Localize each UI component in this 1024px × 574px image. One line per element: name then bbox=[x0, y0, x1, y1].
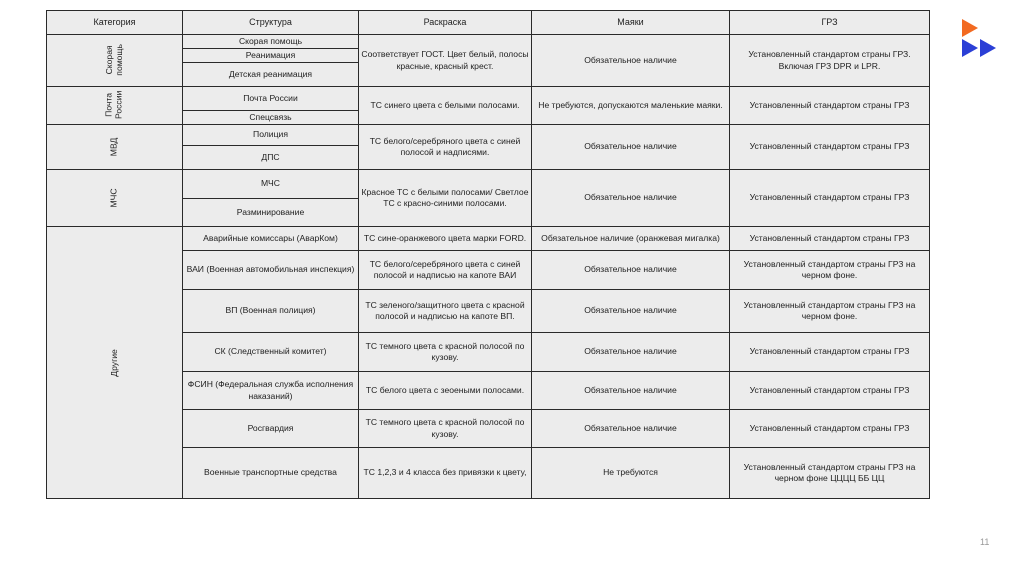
coloring-cell: Красное ТС с белыми полосами/ Светлое ТС с красно-синими полосами. bbox=[359, 170, 532, 227]
structure-cell: Почта России bbox=[183, 87, 359, 111]
plates-cell: Установленный стандартом страны ГРЗ bbox=[730, 125, 930, 170]
beacons-cell: Не требуются, допускаются маленькие маяки. bbox=[532, 87, 730, 125]
header-structure: Структура bbox=[183, 11, 359, 35]
structure-cell: Аварийные комиссары (АварКом) bbox=[183, 227, 359, 251]
beacons-cell: Обязательное наличие bbox=[532, 410, 730, 448]
table-row bbox=[47, 125, 930, 146]
beacons-cell: Обязательное наличие bbox=[532, 333, 730, 372]
structure-cell: ФСИН (Федеральная служба исполнения наказаний) bbox=[183, 372, 359, 410]
category-cell bbox=[47, 125, 183, 170]
coloring-cell: ТС зеленого/защитного цвета с красной полосой и надписью на капоте ВП. bbox=[359, 290, 532, 333]
structure-cell: ВАИ (Военная автомобильная инспекция) bbox=[183, 251, 359, 290]
coloring-cell: Соответствует ГОСТ. Цвет белый, полосы красные, красный крест. bbox=[359, 35, 532, 87]
logo-blue-triangle-icon-2 bbox=[980, 39, 996, 57]
coloring-cell: ТС 1,2,3 и 4 класса без привязки к цвету, bbox=[359, 448, 532, 499]
table-row bbox=[47, 170, 930, 199]
category-label: МЧС bbox=[108, 188, 119, 208]
structure-cell: Росгвардия bbox=[183, 410, 359, 448]
coloring-cell: ТС белого/серебряного цвета с синей полосой и надписью на капоте ВАИ bbox=[359, 251, 532, 290]
plates-cell: Установленный стандартом страны ГРЗ bbox=[730, 372, 930, 410]
structure-cell: ДПС bbox=[183, 146, 359, 170]
beacons-cell: Не требуются bbox=[532, 448, 730, 499]
beacons-cell: Обязательное наличие bbox=[532, 170, 730, 227]
structure-cell: Военные транспортные средства bbox=[183, 448, 359, 499]
coloring-cell: ТС белого цвета с зеоеными полосами. bbox=[359, 372, 532, 410]
header-coloring: Раскраска bbox=[359, 11, 532, 35]
structure-cell: ВП (Военная полиция) bbox=[183, 290, 359, 333]
beacons-cell: Обязательное наличие (оранжевая мигалка) bbox=[532, 227, 730, 251]
beacons-cell: Обязательное наличие bbox=[532, 290, 730, 333]
logo-orange-triangle-icon bbox=[962, 19, 978, 37]
category-label: МВД bbox=[108, 138, 119, 157]
logo-blue-triangle-icon bbox=[962, 39, 978, 57]
table-row bbox=[47, 87, 930, 111]
category-label: Скорая помощь bbox=[103, 44, 124, 77]
category-cell bbox=[47, 227, 183, 499]
plates-cell: Установленный стандартом страны ГРЗ на черном фоне ЦЦЦЦ ББ ЦЦ bbox=[730, 448, 930, 499]
plates-cell: Установленный стандартом страны ГРЗ bbox=[730, 333, 930, 372]
page-number: 11 bbox=[980, 537, 990, 547]
coloring-cell: ТС белого/серебряного цвета с синей полосой и надписями. bbox=[359, 125, 532, 170]
category-cell bbox=[47, 170, 183, 227]
structure-cell: СК (Следственный комитет) bbox=[183, 333, 359, 372]
beacons-cell: Обязательное наличие bbox=[532, 125, 730, 170]
plates-cell: Установленный стандартом страны ГРЗ bbox=[730, 227, 930, 251]
plates-cell: Установленный стандартом страны ГРЗ bbox=[730, 410, 930, 448]
header-beacons: Маяки bbox=[532, 11, 730, 35]
beacons-cell: Обязательное наличие bbox=[532, 251, 730, 290]
beacons-cell: Обязательное наличие bbox=[532, 35, 730, 87]
category-label: Почта России bbox=[103, 91, 124, 120]
structure-cell: МЧС bbox=[183, 170, 359, 199]
structure-cell: Скорая помощь bbox=[183, 35, 359, 49]
coloring-cell: ТС темного цвета с красной полосой по кузову. bbox=[359, 410, 532, 448]
structure-cell: Полиция bbox=[183, 125, 359, 146]
table-row bbox=[47, 227, 930, 251]
table-header-row bbox=[47, 11, 930, 35]
structure-cell: Детская реанимация bbox=[183, 63, 359, 87]
plates-cell: Установленный стандартом страны ГРЗ bbox=[730, 87, 930, 125]
brand-logo-icon bbox=[958, 17, 1004, 63]
plates-cell: Установленный стандартом страны ГРЗ. Включая ГРЗ DPR и LPR. bbox=[730, 35, 930, 87]
plates-cell: Установленный стандартом страны ГРЗ на черном фоне. bbox=[730, 290, 930, 333]
vehicle-table bbox=[46, 10, 930, 499]
category-cell bbox=[47, 35, 183, 87]
structure-cell: Разминирование bbox=[183, 199, 359, 227]
category-cell bbox=[47, 87, 183, 125]
category-label: Другие bbox=[108, 349, 119, 377]
table-row bbox=[47, 35, 930, 49]
coloring-cell: ТС темного цвета с красной полосой по кузову. bbox=[359, 333, 532, 372]
header-plates: ГРЗ bbox=[730, 11, 930, 35]
beacons-cell: Обязательное наличие bbox=[532, 372, 730, 410]
coloring-cell: ТС сине-оранжевого цвета марки FORD. bbox=[359, 227, 532, 251]
structure-cell: Реанимация bbox=[183, 49, 359, 63]
plates-cell: Установленный стандартом страны ГРЗ на черном фоне. bbox=[730, 251, 930, 290]
coloring-cell: ТС синего цвета с белыми полосами. bbox=[359, 87, 532, 125]
header-category: Категория bbox=[47, 11, 183, 35]
plates-cell: Установленный стандартом страны ГРЗ bbox=[730, 170, 930, 227]
structure-cell: Спецсвязь bbox=[183, 111, 359, 125]
